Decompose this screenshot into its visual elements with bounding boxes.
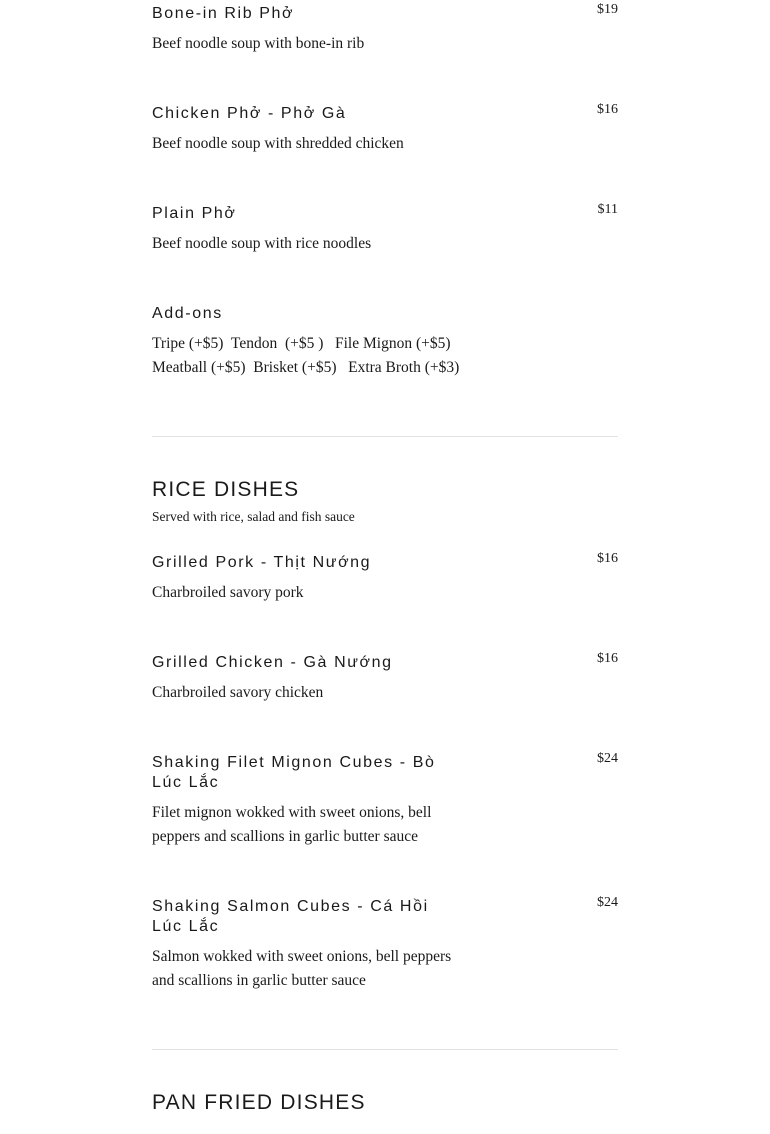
- item-price: $16: [597, 651, 618, 666]
- section-title: RICE DISHES: [152, 478, 300, 501]
- item-name: Chicken Phở - Phở Gà: [152, 105, 347, 122]
- section-divider: [152, 1049, 618, 1050]
- addons-line: Meatball (+$5) Brisket (+$5) Extra Broth (+$3): [152, 359, 460, 376]
- item-name: Plain Phở: [152, 205, 237, 222]
- item-price: $19: [597, 2, 618, 17]
- menu-item: [152, 204, 618, 256]
- item-description: Beef noodle soup with bone-in rib: [152, 35, 365, 52]
- item-name: Shaking Salmon Cubes - Cá Hồi Lúc Lắc: [152, 898, 429, 935]
- item-name: Grilled Pork - Thịt Nướng: [152, 554, 372, 571]
- item-description: Filet mignon wokked with sweet onions, bell peppers and scallions in garlic butter sauce: [152, 804, 432, 845]
- item-description: Beef noodle soup with shredded chicken: [152, 135, 404, 152]
- item-price: $24: [597, 751, 618, 766]
- menu-item: [152, 653, 618, 705]
- section-title: PAN FRIED DISHES: [152, 1091, 366, 1114]
- addons-line: Tripe (+$5) Tendon (+$5 ) File Mignon (+$5): [152, 335, 451, 352]
- menu-item: [152, 753, 618, 849]
- menu-item: [152, 553, 618, 605]
- menu-item: [152, 4, 618, 56]
- section-divider: [152, 436, 618, 437]
- addons-block: [152, 304, 618, 380]
- menu-item: [152, 104, 618, 156]
- addons-title: Add-ons: [152, 305, 223, 322]
- item-name: Shaking Filet Mignon Cubes - Bò Lúc Lắc: [152, 754, 436, 791]
- item-description: Beef noodle soup with rice noodles: [152, 235, 372, 252]
- item-description: Charbroiled savory chicken: [152, 684, 324, 701]
- menu-item: [152, 897, 618, 993]
- item-price: $16: [597, 551, 618, 566]
- item-price: $24: [597, 895, 618, 910]
- item-description: Charbroiled savory pork: [152, 584, 304, 601]
- item-price: $11: [597, 202, 618, 217]
- item-name: Grilled Chicken - Gà Nướng: [152, 654, 393, 671]
- item-name: Bone-in Rib Phở: [152, 5, 295, 22]
- item-description: Salmon wokked with sweet onions, bell peppers and scallions in garlic butter sauce: [152, 948, 452, 989]
- section-subtitle: Served with rice, salad and fish sauce: [152, 509, 355, 524]
- item-price: $16: [597, 102, 618, 117]
